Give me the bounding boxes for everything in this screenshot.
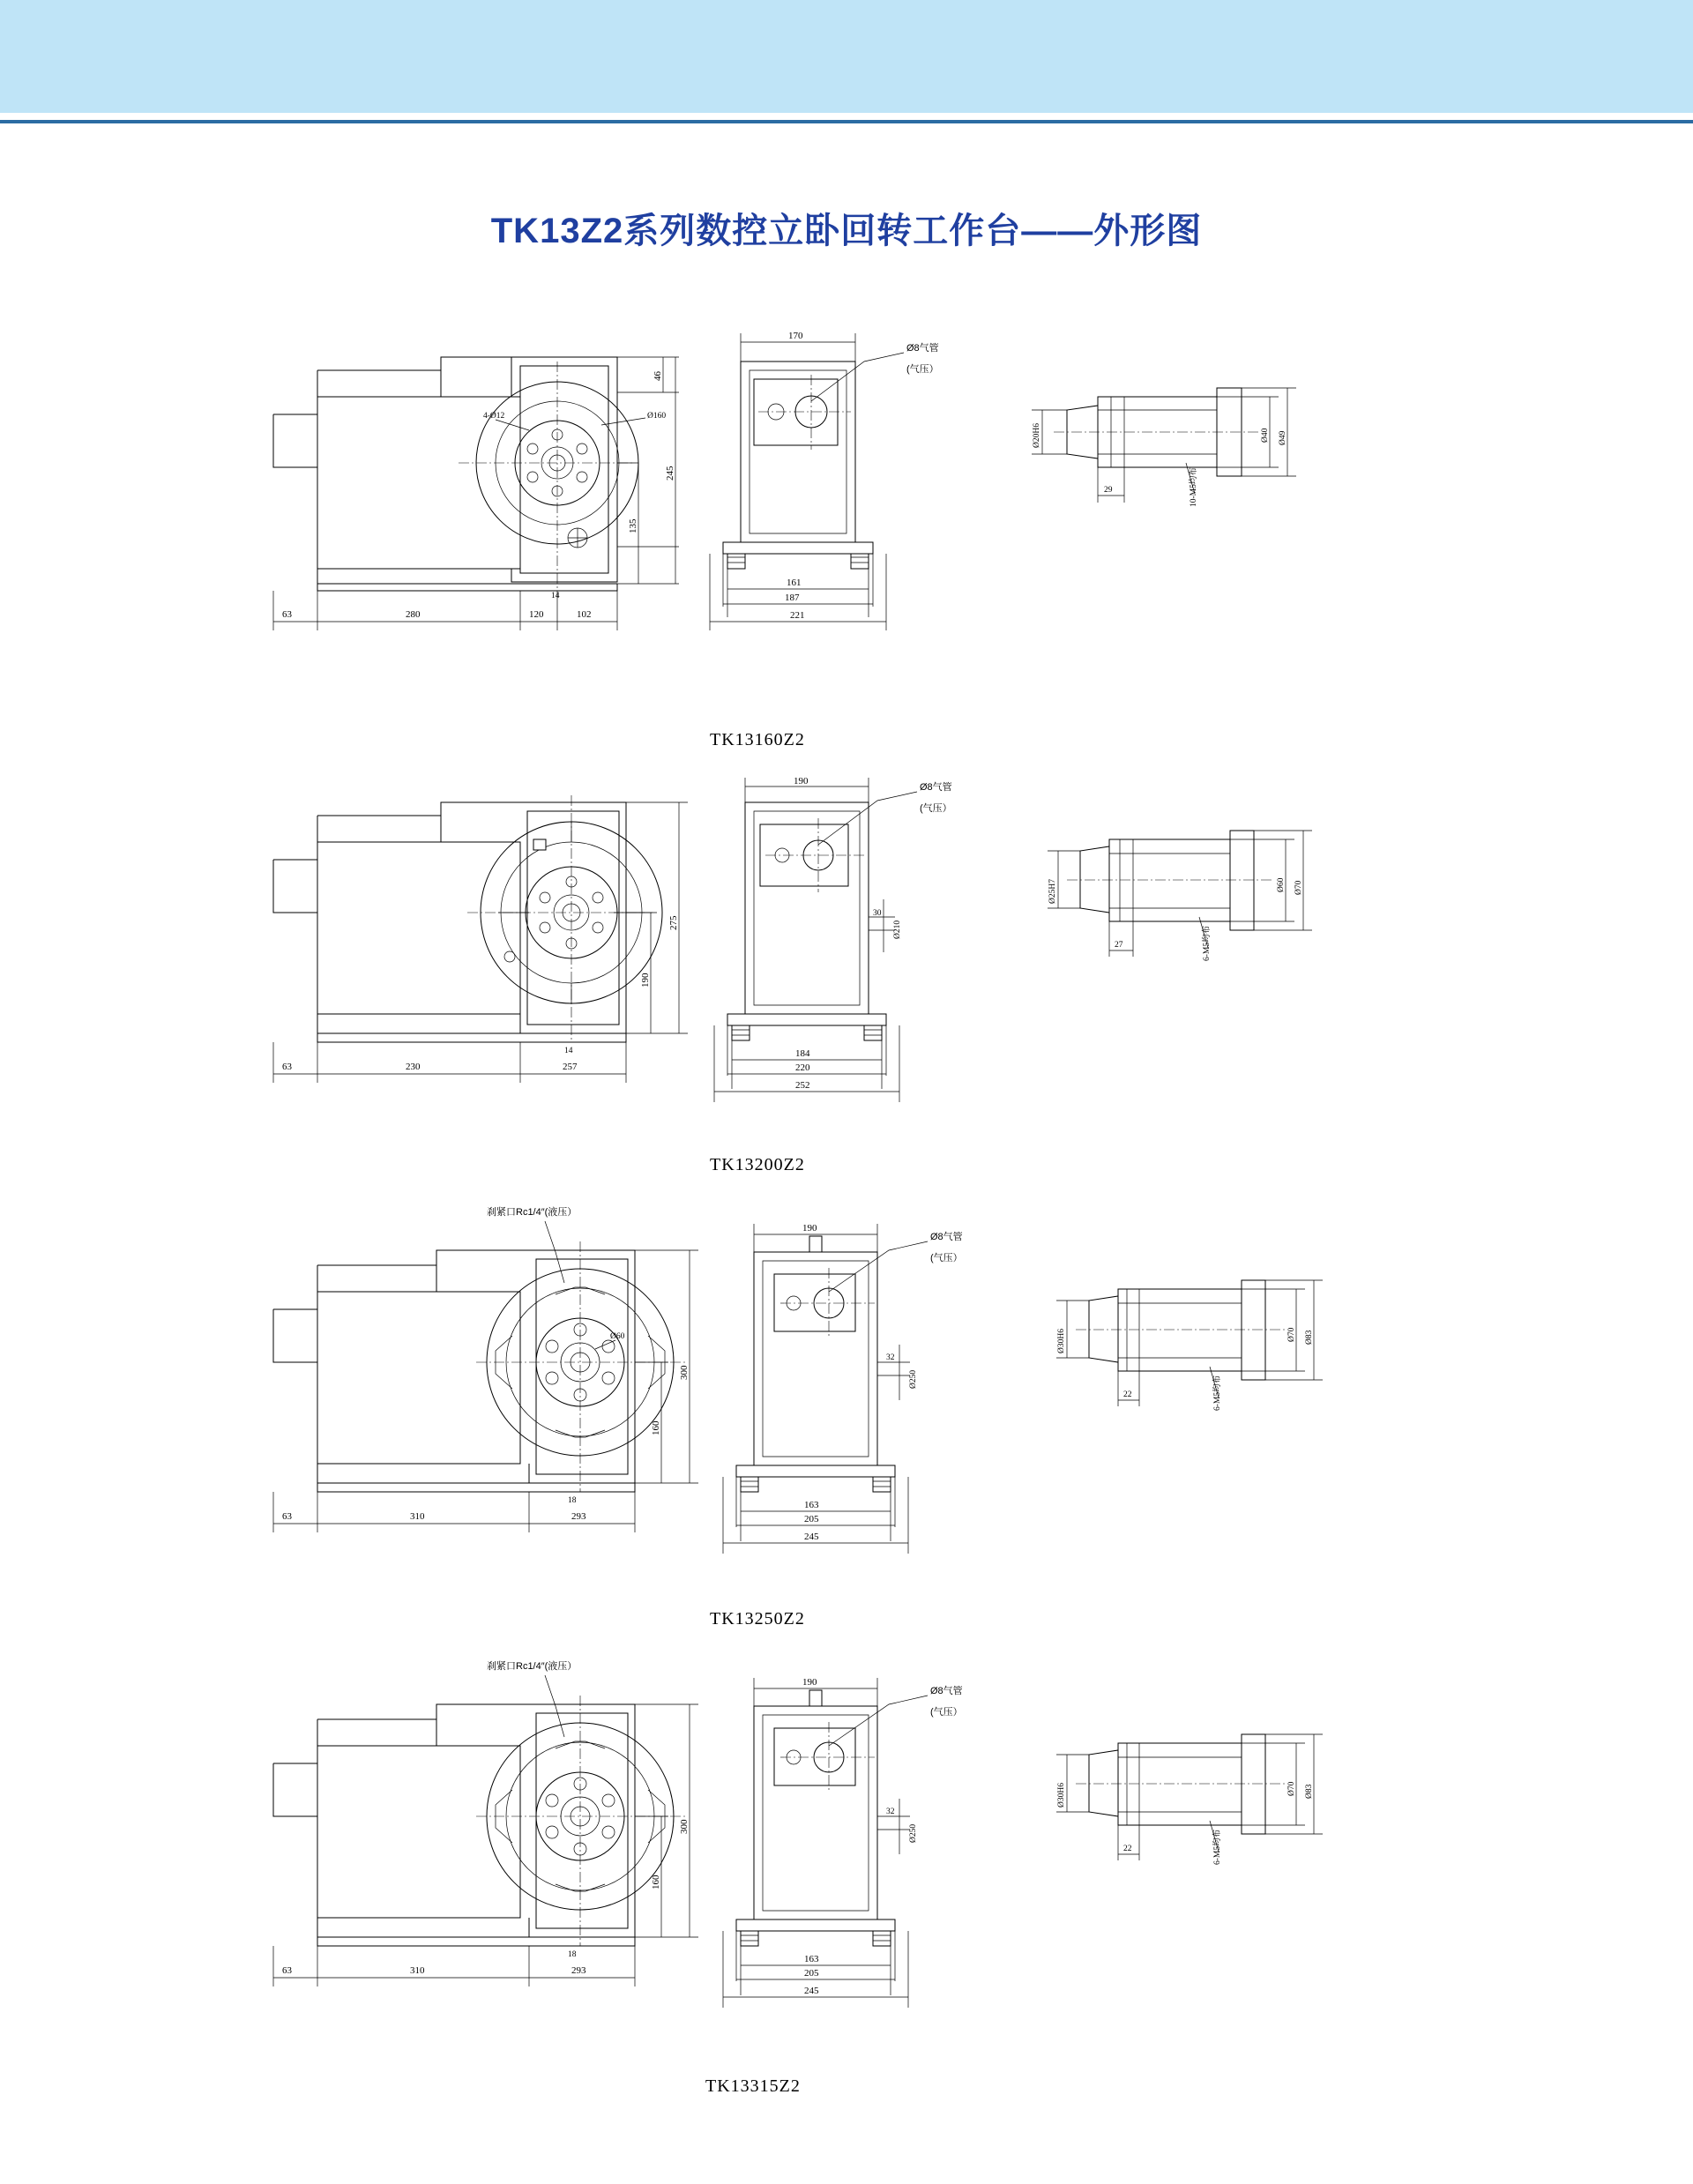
svg-text:220: 220 xyxy=(795,1062,810,1073)
svg-text:6-M5均布: 6-M5均布 xyxy=(1203,925,1212,961)
svg-text:300: 300 xyxy=(679,1365,690,1380)
svg-text:221: 221 xyxy=(790,610,805,621)
svg-text:163: 163 xyxy=(804,1500,819,1510)
svg-text:310: 310 xyxy=(410,1511,425,1522)
svg-text:Ø8气管: Ø8气管 xyxy=(920,782,952,793)
svg-text:Ø60: Ø60 xyxy=(610,1332,625,1341)
svg-text:245: 245 xyxy=(665,466,675,481)
header-band-gap xyxy=(0,113,1693,120)
svg-text:63: 63 xyxy=(282,1965,292,1976)
svg-text:300: 300 xyxy=(679,1819,690,1834)
svg-text:184: 184 xyxy=(795,1048,810,1059)
svg-text:46: 46 xyxy=(653,371,663,381)
svg-text:205: 205 xyxy=(804,1514,819,1524)
svg-text:30: 30 xyxy=(873,909,882,918)
svg-text:Ø8气管: Ø8气管 xyxy=(906,343,939,354)
svg-text:163: 163 xyxy=(804,1954,819,1964)
page-title: TK13Z2系列数控立卧回转工作台——外形图 xyxy=(490,212,1203,250)
svg-text:161: 161 xyxy=(787,578,802,588)
svg-text:275: 275 xyxy=(668,915,679,930)
svg-text:6-M5均布: 6-M5均布 xyxy=(1213,1375,1222,1411)
svg-text:63: 63 xyxy=(282,1511,292,1522)
svg-text:310: 310 xyxy=(410,1965,425,1976)
svg-text:32: 32 xyxy=(886,1808,895,1816)
svg-text:18: 18 xyxy=(568,1496,577,1505)
svg-text:10-M5均布: 10-M5均布 xyxy=(1190,467,1198,507)
svg-text:190: 190 xyxy=(802,1223,817,1234)
svg-text:(气压）: (气压） xyxy=(920,803,952,814)
svg-text:Ø25H7: Ø25H7 xyxy=(1048,879,1057,904)
svg-text:Ø70: Ø70 xyxy=(1294,880,1303,895)
figure-caption-1: TK13160Z2 xyxy=(710,730,805,749)
header-band xyxy=(0,0,1693,113)
svg-text:Ø83: Ø83 xyxy=(1305,1784,1314,1799)
svg-text:32: 32 xyxy=(886,1353,895,1362)
svg-text:170: 170 xyxy=(788,331,803,341)
svg-text:Ø210: Ø210 xyxy=(893,920,902,939)
figure-caption-3: TK13250Z2 xyxy=(710,1609,805,1629)
svg-text:(气压）: (气压） xyxy=(930,1253,963,1263)
svg-text:22: 22 xyxy=(1123,1390,1132,1399)
figure-tk13160z2 xyxy=(265,326,1376,697)
svg-text:190: 190 xyxy=(794,776,809,786)
header-rule xyxy=(0,120,1693,123)
svg-text:(气压）: (气压） xyxy=(930,1707,963,1718)
svg-text:Ø40: Ø40 xyxy=(1261,428,1270,443)
svg-text:252: 252 xyxy=(795,1080,810,1091)
svg-text:293: 293 xyxy=(571,1965,586,1976)
svg-text:135: 135 xyxy=(628,518,638,533)
svg-text:Ø30H6: Ø30H6 xyxy=(1057,1783,1066,1808)
figure-tk13200z2 xyxy=(265,776,1376,1146)
svg-text:Ø250: Ø250 xyxy=(909,1823,918,1843)
svg-text:Ø83: Ø83 xyxy=(1305,1330,1314,1345)
svg-text:245: 245 xyxy=(804,1986,819,1996)
svg-text:Ø160: Ø160 xyxy=(647,412,667,421)
svg-text:257: 257 xyxy=(563,1062,578,1072)
svg-text:190: 190 xyxy=(640,973,651,988)
svg-text:22: 22 xyxy=(1123,1845,1132,1853)
svg-text:230: 230 xyxy=(406,1062,421,1072)
svg-text:(气压）: (气压） xyxy=(906,364,939,375)
svg-text:102: 102 xyxy=(577,609,592,620)
svg-text:4-Ø12: 4-Ø12 xyxy=(483,412,505,421)
figure-tk13315z2 xyxy=(265,1653,1376,2041)
svg-text:14: 14 xyxy=(564,1047,573,1055)
svg-text:18: 18 xyxy=(568,1950,577,1959)
svg-text:245: 245 xyxy=(804,1532,819,1542)
svg-text:160: 160 xyxy=(651,1420,661,1435)
svg-text:160: 160 xyxy=(651,1875,661,1890)
svg-text:Ø30H6: Ø30H6 xyxy=(1057,1329,1066,1353)
svg-text:Ø49: Ø49 xyxy=(1279,430,1287,445)
svg-text:63: 63 xyxy=(282,1062,292,1072)
figure-caption-4: TK13315Z2 xyxy=(705,2076,801,2096)
figure-caption-2: TK13200Z2 xyxy=(710,1155,805,1174)
svg-text:Ø8气管: Ø8气管 xyxy=(930,1232,963,1242)
svg-text:14: 14 xyxy=(551,592,560,600)
svg-text:280: 280 xyxy=(406,609,421,620)
svg-text:Ø60: Ø60 xyxy=(1277,877,1286,892)
svg-text:205: 205 xyxy=(804,1968,819,1979)
svg-text:190: 190 xyxy=(802,1677,817,1688)
svg-text:Ø8气管: Ø8气管 xyxy=(930,1686,963,1696)
svg-text:刹紧口Rc1/4″(液压）: 刹紧口Rc1/4″(液压） xyxy=(487,1207,578,1218)
svg-text:Ø20H6: Ø20H6 xyxy=(1033,423,1041,448)
svg-text:刹紧口Rc1/4″(液压）: 刹紧口Rc1/4″(液压） xyxy=(487,1661,578,1672)
svg-text:29: 29 xyxy=(1104,486,1113,495)
figure-tk13250z2 xyxy=(265,1199,1376,1587)
svg-text:120: 120 xyxy=(529,609,544,620)
svg-text:Ø250: Ø250 xyxy=(909,1369,918,1389)
svg-text:187: 187 xyxy=(785,593,800,603)
svg-text:Ø70: Ø70 xyxy=(1287,1781,1296,1796)
svg-text:27: 27 xyxy=(1115,941,1123,950)
svg-text:Ø70: Ø70 xyxy=(1287,1327,1296,1342)
svg-text:6-M5均布: 6-M5均布 xyxy=(1213,1829,1222,1865)
svg-text:63: 63 xyxy=(282,609,292,620)
svg-text:293: 293 xyxy=(571,1511,586,1522)
